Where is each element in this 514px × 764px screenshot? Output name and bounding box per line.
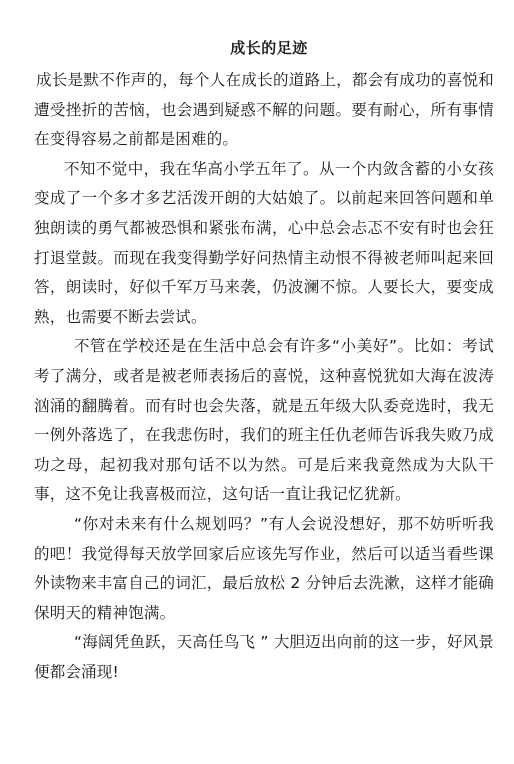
- paragraph-3: 不管在学校还是在生活中总会有许多“小美好”。比如：考试考了满分，或者是被老师表扬后的喜悦，这种喜悦犹如大海在波涛汹涌的翻腾着。而有时也会失落，就是五年级大队委竞选时，我无一例外落选了，在我悲伤时，我们的班主任仇老师告诉我失败乃成功之母，起初我对那句话不以为然。可是后来我竟然成为大队干事，这不免让我喜极而泣，这句话一直让我记忆犹新。: [34, 337, 494, 504]
- paragraph-4: “你对未来有什么规划吗？”有人会说没想好，那不妨听听我的吧！我觉得每天放学回家后应该先写作业，然后可以适当看些课外读物来丰富自己的词汇，最后放松 2 分钟后去洗漱，这样才能确保明天的精神饱满。: [34, 514, 494, 622]
- paragraph-5: “海阔凭鱼跃，天高任鸟飞 ” 大胆迈出向前的这一步，好风景便都会涌现!: [34, 633, 494, 681]
- document-title: 成长的足迹: [230, 39, 308, 57]
- paragraph-1: 成长是默不作声的，每个人在成长的道路上，都会有成功的喜悦和遭受挫折的苦恼，也会遇到疑惑不解的问题。要有耐心，所有事情在变得容易之前都是困难的。: [34, 71, 494, 149]
- paragraph-2: 不知不觉中，我在华高小学五年了。从一个内敛含蓄的小女孩变成了一个多才多艺活泼开朗的大姑娘了。以前起来回答问题和单独朗读的勇气都被恐惧和紧张布满，心中总会忐忑不安有时也会狂打退堂鼓。而现在我变得勤学好问热情主动恨不得被老师叫起来回答，朗读时，好似千军万马来袭，仍波澜不惊。人要长大，要变成熟，也需要不断去尝试。: [34, 159, 494, 326]
